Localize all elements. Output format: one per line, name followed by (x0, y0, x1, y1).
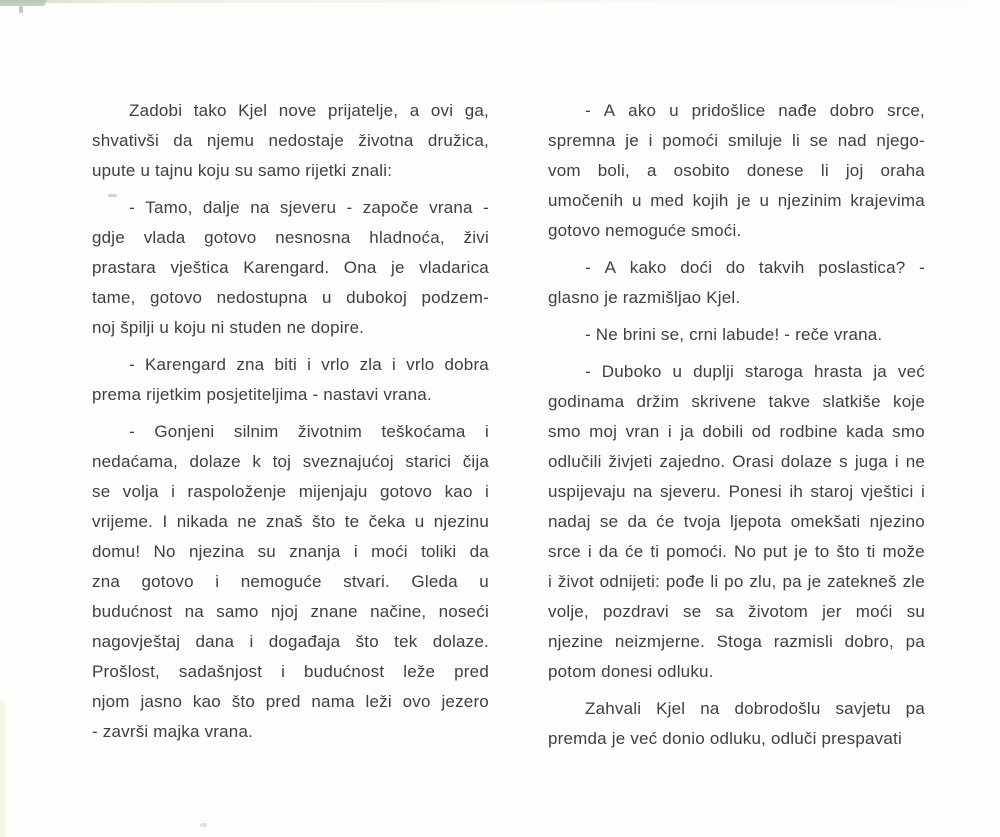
text-line: noj špilji u koju ni studen ne dopire. (92, 318, 365, 337)
text-line: - A kako doći do takvih poslastica? - (585, 258, 925, 277)
text-line: odlučili živjeti zajedno. Orasi dolaze s juga i ne (548, 452, 925, 471)
right-column (548, 96, 925, 761)
scan-artifact-speck (200, 823, 207, 827)
paragraph (92, 193, 489, 343)
text-line: nadaj se da će tvoja ljepota omekšati njezino (548, 512, 925, 531)
paragraph (92, 350, 489, 410)
paragraph (548, 253, 925, 313)
paragraph (548, 357, 925, 687)
paragraph (548, 694, 925, 754)
text-line: tame, gotovo nedostupna u dubokoj podzem- (92, 288, 489, 307)
text-line: - A ako u pridošlice nađe dobro srce, (585, 101, 925, 120)
left-column (92, 96, 489, 754)
text-line: prastara vještica Karengard. Ona je vladarica (92, 258, 489, 277)
text-line: upute u tajnu koju su samo rijetki znali: (92, 161, 393, 180)
text-line: uspijevaju na sjeveru. Ponesi ih staroj vještici i (548, 482, 925, 501)
paragraph (92, 96, 489, 186)
text-line: njom jasno kao što pred nama leži ovo jezero (92, 692, 489, 711)
text-line: i život odnijeti: pođe li po zlu, pa je zatekneš zle (548, 572, 925, 591)
text-line: - Karengard zna biti i vrlo zla i vrlo dobra (129, 355, 489, 374)
text-line: potom donesi odluku. (548, 662, 714, 681)
text-line: vom boli, a osobito donese li joj oraha (548, 161, 925, 180)
text-line: shvativši da njemu nedostaje životna družica, (92, 131, 489, 150)
text-line: budućnost na samo njoj znane načine, noseći (92, 602, 489, 621)
text-line: domu! No njezina su znanja i moći toliki da (92, 542, 489, 561)
scan-artifact-edge-tint (0, 700, 6, 837)
text-line: nagovještaj dana i događaja što tek dolaze. (92, 632, 489, 651)
text-line: - završi majka vrana. (92, 722, 254, 741)
text-line: volje, pozdravi se sa životom jer moći su (548, 602, 925, 621)
text-line: spremna je i pomoći smiluje li se nad njego- (548, 131, 925, 150)
text-line: nedaćama, dolaze k toj sveznajućoj starici čija (92, 452, 489, 471)
text-line: njezine neizmjerne. Stoga razmisli dobro, pa (548, 632, 925, 651)
text-line: gdje vlada gotovo nesnosna hladnoća, živi (92, 228, 489, 247)
text-line: srce i da će ti pomoći. No put je to što ti može (548, 542, 925, 561)
text-line: smo moj vran i ja dobili od rodbine kada smo (548, 422, 925, 441)
text-line: gotovo nemoguće smoći. (548, 221, 742, 240)
text-line: premda je već donio odluku, odluči prespavati (548, 729, 902, 748)
text-line: umočenih u med kojih je u njezinim krajevima (548, 191, 925, 210)
text-line: Zadobi tako Kjel nove prijatelje, a ovi ga, (129, 101, 489, 120)
text-line: vrijeme. I nikada ne znaš što te čeka u njezinu (92, 512, 489, 531)
text-line: Prošlost, sadašnjost i budućnost leže pred (92, 662, 489, 681)
paragraph (92, 417, 489, 747)
paragraph (548, 320, 925, 350)
text-line: - Tamo, dalje na sjeveru - započe vrana - (129, 198, 489, 217)
text-line: - Duboko u duplji staroga hrasta ja već (585, 362, 925, 381)
text-line: Zahvali Kjel na dobrodošlu savjetu pa (585, 699, 925, 718)
scan-artifact-corner-smudge (0, 0, 46, 6)
text-line: - Gonjeni silnim životnim teškoćama i (129, 422, 489, 441)
paragraph (548, 96, 925, 246)
text-line: prema rijetkim posjetiteljima - nastavi vrana. (92, 385, 432, 404)
scan-artifact-speck (19, 6, 23, 13)
text-line: godinama držim skrivene takve slatkiše koje (548, 392, 925, 411)
text-line: - Ne brini se, crni labude! - reče vrana. (585, 325, 883, 344)
text-line: zna gotovo i nemoguće stvari. Gleda u (92, 572, 489, 591)
text-line: se volja i raspoloženje mijenjaju gotovo kao i (92, 482, 489, 501)
scan-artifact-top-strip (0, 0, 1000, 3)
text-line: glasno je razmišljao Kjel. (548, 288, 741, 307)
